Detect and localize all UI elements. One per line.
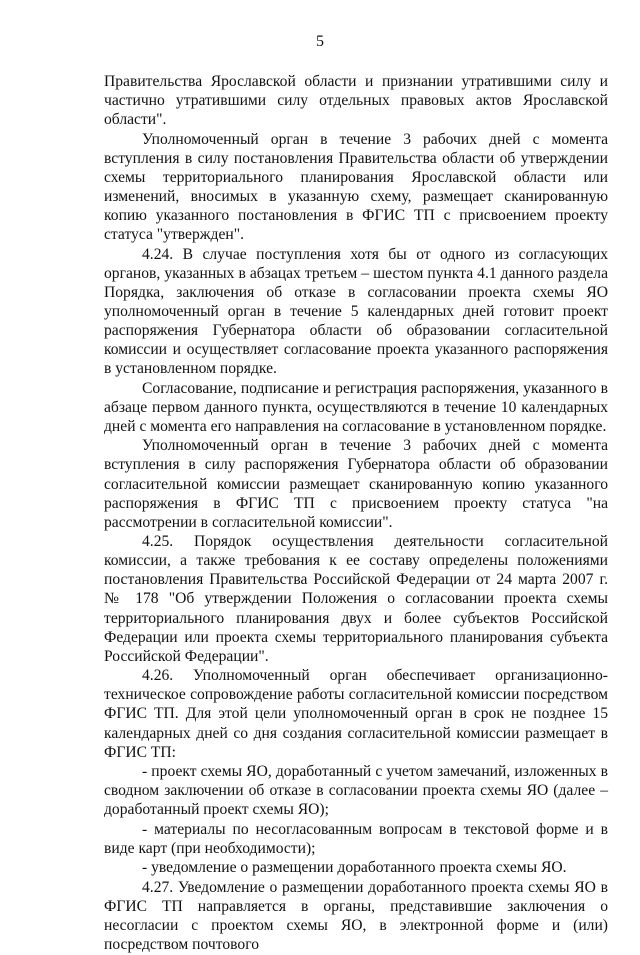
list-item-materials: - материалы по несогласованным вопросам в текстовой форме и в виде карт (при необходимости); [104, 820, 608, 857]
paragraph-2: Уполномоченный орган в течение 3 рабочих дней с момента вступления в силу постановления Правительства области об утверждении схемы территориального планирования Ярославской области или изменений, вносимых в указанную схему, размещает сканированную копию указанного постановления в ФГИС ТП с присвоением проекту статуса "утвержден". [104, 130, 608, 244]
paragraph-1: Правительства Ярославской области и признании утратившими силу и частично утратившими силу отдельных правовых актов Ярославской области". [104, 73, 608, 129]
paragraph-4-24-publication: Уполномоченный орган в течение 3 рабочих дней с момента вступления в силу распоряжения Губернатора области об образовании согласительной комиссии размещает сканированную копию указанного распоряжения в ФГИС ТП с присвоением проекту статуса "на рассмотрении в согласительной комиссии". [104, 437, 608, 531]
paragraph-4-25: 4.25. Порядок осуществления деятельности согласительной комиссии, а также требования к ее составу определены положениями постановления Правительства Российской Федерации от 24 марта 2007 г. № 178 "Об утверждении Положения о согласовании проекта схемы территориального планирования двух и более субъектов Российской Федерации или проекта схемы территориального планирования субъекта Российской Федерации". [104, 533, 608, 665]
paragraph-4-24: 4.24. В случае поступления хотя бы от одного из согласующих органов, указанных в абзацах третьем – шестом пункта 4.1 данного раздела Порядка, заключения об отказе в согласовании проекта схемы ЯО уполномоченный орган в течение 5 календарных дней готовит проект распоряжения Губернатора области об образовании согласительной комиссии и осуществляет согласование проекта указанного распоряжения в установленном порядке. [104, 245, 608, 378]
page-number: 5 [316, 33, 324, 50]
paragraph-4-24-approval: Согласование, подписание и регистрация распоряжения, указанного в абзаце первом данного пункта, осуществляются в течение 10 календарных дней с момента его направления на согласование в установленном порядке. [104, 379, 608, 435]
paragraph-4-26: 4.26. Уполномоченный орган обеспечивает организационно-техническое сопровождение работы согласительной комиссии посредством ФГИС ТП. Для этой цели уполномоченный орган в срок не позднее 15 календарных дней со дня создания согласительной комиссии размещает в ФГИС ТП: [104, 667, 608, 761]
paragraph-4-27: 4.27. Уведомление о размещении доработанного проекта схемы ЯО в ФГИС ТП направляется в органы, представившие заключения о несогласии с проектом схемы ЯО, в электронной форме и (или) посредством почтового [104, 878, 608, 954]
list-item-revised-project: - проект схемы ЯО, доработанный с учетом замечаний, изложенных в сводном заключении об отказе в согласовании проекта схемы ЯО (далее – доработанный проект схемы ЯО); [104, 763, 608, 819]
list-item-notification: - уведомление о размещении доработанного проекта схемы ЯО. [142, 859, 567, 877]
document-body [104, 72, 608, 955]
